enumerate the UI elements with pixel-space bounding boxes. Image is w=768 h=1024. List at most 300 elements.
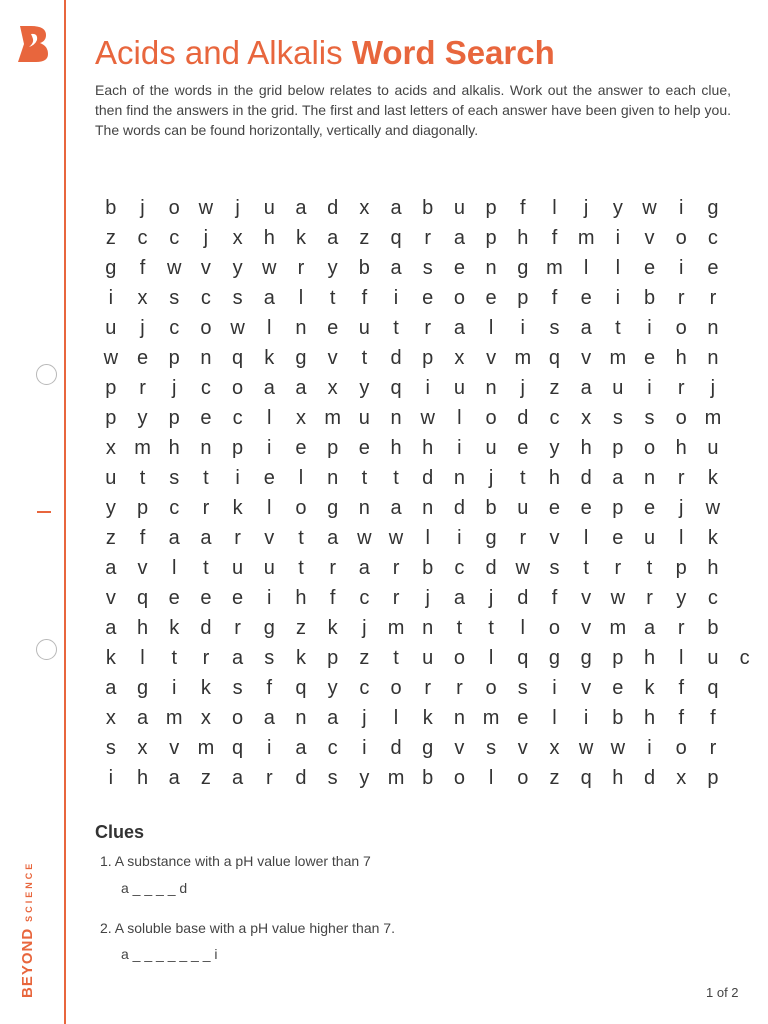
fold-mark	[37, 511, 51, 513]
grid-letter: p	[136, 497, 149, 519]
grid-letter: d	[295, 767, 307, 789]
grid-letter: u	[232, 557, 244, 579]
grid-letter: i	[362, 737, 367, 759]
grid-row	[95, 493, 760, 523]
grid-letter: c	[200, 287, 211, 309]
grid-letter: u	[707, 647, 719, 669]
grid-letter: d	[390, 737, 402, 759]
grid-letter: t	[520, 467, 526, 489]
grid-row	[95, 703, 760, 733]
grid-letter: r	[709, 287, 717, 309]
grid-letter: s	[169, 467, 180, 489]
grid-letter: v	[581, 347, 592, 369]
grid-letter: u	[358, 407, 370, 429]
grid-row	[95, 643, 760, 673]
grid-letter: t	[488, 617, 494, 639]
grid-row	[95, 373, 760, 403]
grid-letter: k	[422, 707, 433, 729]
grid-row	[95, 763, 760, 793]
grid-letter: p	[105, 407, 117, 429]
grid-letter: j	[203, 227, 209, 249]
grid-letter: k	[200, 677, 211, 699]
grid-letter: s	[264, 647, 275, 669]
grid-letter: p	[485, 197, 497, 219]
grid-letter: a	[168, 527, 180, 549]
grid-letter: r	[456, 677, 463, 699]
brand-name: BEYOND	[19, 927, 36, 998]
grid-letter: m	[704, 407, 722, 429]
grid-letter: j	[140, 197, 145, 219]
grid-letter: z	[359, 647, 370, 669]
grid-letter: p	[707, 767, 719, 789]
grid-letter: l	[298, 467, 304, 489]
grid-letter: t	[298, 557, 304, 579]
grid-letter: v	[517, 737, 528, 759]
grid-letter: x	[676, 767, 687, 789]
grid-letter: a	[263, 287, 275, 309]
grid-letter: o	[232, 707, 244, 729]
grid-letter: t	[393, 317, 399, 339]
grid-letter: r	[265, 767, 273, 789]
grid-letter: k	[169, 617, 180, 639]
grid-letter: k	[105, 647, 116, 669]
grid-letter: l	[267, 497, 272, 519]
grid-letter: d	[643, 767, 656, 789]
grid-letter: f	[139, 527, 146, 549]
grid-letter: u	[643, 527, 656, 549]
grid-letter: m	[387, 617, 405, 639]
grid-letter: a	[263, 377, 275, 399]
grid-letter: f	[266, 677, 273, 699]
grid-letter: r	[297, 257, 305, 279]
grid-letter: q	[707, 677, 719, 699]
grid-letter: b	[358, 257, 370, 279]
grid-letter: v	[581, 587, 592, 609]
grid-letter: i	[520, 317, 525, 339]
grid-letter: f	[551, 587, 558, 609]
grid-letter: p	[612, 647, 624, 669]
grid-row	[95, 433, 760, 463]
intro-paragraph: Each of the words in the grid below relates to acids and alkalis. Work out the answer to each clue, then find the answers in the grid. The first and last letters of each answer have been given to help you. The words can be found horizontally, vertically and diagonally.	[95, 82, 731, 138]
grid-letter: d	[485, 557, 497, 579]
grid-letter: m	[609, 347, 627, 369]
grid-letter: e	[580, 497, 592, 519]
grid-letter: b	[422, 557, 434, 579]
grid-letter: e	[232, 587, 244, 609]
grid-letter: z	[105, 227, 116, 249]
punch-hole-top	[36, 364, 57, 385]
grid-letter: o	[168, 197, 180, 219]
title-normal: Acids and Alkalis	[95, 34, 343, 71]
grid-letter: h	[548, 467, 561, 489]
grid-letter: l	[678, 647, 684, 669]
grid-letter: t	[361, 467, 368, 489]
grid-letter: a	[295, 197, 307, 219]
grid-letter: t	[203, 467, 209, 489]
grid-letter: n	[485, 257, 497, 279]
grid-letter: i	[267, 437, 272, 459]
grid-letter: a	[390, 197, 402, 219]
grid-letter: y	[105, 497, 116, 519]
grid-letter: k	[644, 677, 655, 699]
grid-letter: w	[262, 257, 277, 279]
grid-letter: y	[676, 587, 687, 609]
grid-letter: s	[612, 407, 623, 429]
grid-letter: e	[517, 707, 529, 729]
grid-letter: i	[647, 377, 652, 399]
grid-letter: q	[232, 737, 244, 759]
grid-letter: i	[393, 287, 399, 309]
grid-letter: i	[647, 317, 652, 339]
grid-letter: w	[357, 527, 372, 549]
grid-row	[95, 223, 760, 253]
grid-letter: x	[105, 437, 116, 459]
grid-letter: o	[200, 317, 212, 339]
grid-letter: q	[390, 227, 402, 249]
grid-letter: a	[390, 257, 402, 279]
grid-letter: z	[105, 527, 116, 549]
grid-letter: z	[359, 227, 370, 249]
grid-letter: a	[327, 227, 339, 249]
grid-letter: x	[359, 197, 370, 219]
grid-letter: e	[422, 287, 434, 309]
word-search-grid	[95, 193, 760, 793]
grid-letter: l	[393, 707, 399, 729]
grid-letter: z	[549, 377, 560, 399]
grid-letter: s	[486, 737, 497, 759]
grid-letter: h	[675, 437, 687, 459]
grid-letter: p	[612, 437, 624, 459]
grid-letter: a	[232, 647, 244, 669]
grid-letter: r	[677, 467, 685, 489]
grid-letter: o	[643, 437, 656, 459]
grid-letter: u	[485, 437, 497, 459]
grid-letter: n	[422, 617, 434, 639]
grid-letter: y	[232, 257, 243, 279]
grid-letter: q	[548, 347, 561, 369]
grid-letter: r	[202, 647, 210, 669]
grid-letter: o	[453, 647, 465, 669]
grid-letter: n	[295, 317, 307, 339]
grid-letter: j	[171, 377, 177, 399]
clue-2: 2. A soluble base with a pH value higher than 7.	[100, 920, 395, 936]
grid-letter: a	[453, 587, 465, 609]
grid-letter: n	[327, 467, 339, 489]
grid-letter: p	[105, 377, 117, 399]
grid-letter: j	[488, 467, 494, 489]
grid-letter: h	[136, 617, 149, 639]
grid-letter: l	[615, 257, 621, 279]
grid-letter: w	[103, 347, 119, 369]
grid-letter: j	[488, 587, 494, 609]
grid-letter: e	[327, 317, 339, 339]
grid-row	[95, 403, 760, 433]
grid-letter: a	[580, 317, 592, 339]
grid-letter: w	[198, 197, 214, 219]
grid-letter: s	[232, 287, 243, 309]
grid-letter: p	[517, 287, 529, 309]
brand-vertical	[19, 861, 37, 998]
grid-letter: z	[200, 767, 211, 789]
grid-letter: o	[295, 497, 307, 519]
grid-letter: t	[139, 467, 146, 489]
grid-letter: e	[612, 527, 624, 549]
grid-letter: t	[583, 557, 589, 579]
grid-letter: e	[485, 287, 497, 309]
grid-letter: n	[707, 347, 719, 369]
grid-letter: a	[453, 227, 465, 249]
grid-letter: g	[295, 347, 307, 369]
grid-letter: t	[393, 647, 399, 669]
grid-letter: x	[200, 707, 211, 729]
grid-letter: w	[610, 737, 626, 759]
grid-letter: i	[678, 257, 684, 279]
grid-letter: e	[612, 677, 624, 699]
grid-letter: g	[422, 737, 434, 759]
grid-letter: b	[707, 617, 719, 639]
grid-letter: a	[580, 377, 592, 399]
grid-letter: x	[295, 407, 306, 429]
grid-letter: j	[583, 197, 589, 219]
grid-letter: s	[549, 317, 560, 339]
grid-letter: a	[232, 767, 244, 789]
grid-letter: c	[200, 377, 211, 399]
grid-letter: s	[327, 767, 338, 789]
grid-letter: r	[202, 497, 210, 519]
grid-letter: h	[517, 227, 529, 249]
grid-letter: v	[454, 737, 465, 759]
grid-letter: u	[422, 647, 434, 669]
grid-letter: r	[519, 527, 527, 549]
grid-letter: d	[580, 467, 592, 489]
grid-letter: d	[422, 467, 434, 489]
grid-letter: m	[514, 347, 532, 369]
grid-letter: h	[390, 437, 402, 459]
grid-letter: o	[675, 737, 687, 759]
grid-letter: p	[168, 347, 180, 369]
grid-letter: t	[203, 557, 209, 579]
grid-letter: h	[707, 557, 719, 579]
grid-row	[95, 283, 760, 313]
grid-letter: l	[678, 527, 684, 549]
grid-letter: s	[549, 557, 560, 579]
grid-letter: k	[295, 647, 306, 669]
grid-letter: e	[707, 257, 719, 279]
grid-letter: y	[359, 767, 370, 789]
grid-letter: b	[643, 287, 656, 309]
clues-heading: Clues	[95, 822, 145, 842]
page-title	[95, 34, 555, 72]
grid-letter: e	[168, 587, 180, 609]
grid-letter: v	[486, 347, 497, 369]
grid-letter: c	[359, 587, 370, 609]
grid-letter: m	[482, 707, 500, 729]
grid-letter: q	[232, 347, 244, 369]
grid-row	[95, 343, 760, 373]
grid-letter: n	[295, 707, 307, 729]
grid-letter: c	[137, 227, 148, 249]
grid-letter: b	[422, 767, 434, 789]
grid-letter: c	[707, 587, 718, 609]
clue-1: 1. A substance with a pH value lower than 7	[100, 853, 371, 869]
grid-letter: u	[105, 467, 117, 489]
grid-row	[95, 613, 760, 643]
grid-letter: o	[453, 287, 465, 309]
grid-letter: q	[295, 677, 307, 699]
grid-letter: j	[140, 317, 145, 339]
grid-letter: w	[705, 497, 721, 519]
grid-letter: x	[137, 737, 148, 759]
grid-letter: e	[517, 437, 529, 459]
grid-letter: d	[327, 197, 339, 219]
grid-letter: s	[169, 287, 180, 309]
grid-letter: i	[583, 707, 589, 729]
grid-letter: g	[548, 647, 561, 669]
grid-letter: b	[485, 497, 497, 519]
grid-letter: u	[707, 437, 719, 459]
grid-letter: o	[232, 377, 244, 399]
grid-row	[95, 313, 760, 343]
grid-letter: r	[646, 587, 653, 609]
grid-letter: g	[105, 257, 117, 279]
grid-letter: a	[200, 527, 212, 549]
grid-letter: e	[295, 437, 307, 459]
grid-letter: l	[267, 407, 272, 429]
grid-letter: v	[644, 227, 655, 249]
grid-letter: h	[422, 437, 434, 459]
grid-letter: v	[581, 617, 592, 639]
grid-letter: t	[615, 317, 621, 339]
grid-letter: x	[232, 227, 243, 249]
grid-letter: v	[264, 527, 275, 549]
grid-letter: a	[168, 767, 180, 789]
grid-letter: l	[488, 647, 494, 669]
grid-letter: u	[612, 377, 624, 399]
grid-letter: m	[324, 407, 341, 429]
grid-letter: f	[361, 287, 368, 309]
grid-letter: p	[327, 437, 339, 459]
grid-letter: g	[707, 197, 719, 219]
grid-letter: p	[675, 557, 687, 579]
grid-letter: c	[327, 737, 338, 759]
grid-letter: i	[615, 287, 621, 309]
grid-letter: y	[549, 437, 560, 459]
grid-letter: p	[327, 647, 339, 669]
grid-letter: n	[358, 497, 370, 519]
grid-letter: d	[517, 587, 529, 609]
beyond-logo	[16, 24, 50, 64]
grid-letter: g	[580, 647, 592, 669]
grid-letter: y	[137, 407, 148, 429]
grid-letter: j	[362, 707, 367, 729]
grid-letter: i	[267, 587, 272, 609]
grid-letter: s	[232, 677, 243, 699]
grid-letter: n	[422, 497, 434, 519]
grid-letter: c	[169, 317, 180, 339]
grid-letter: i	[108, 767, 114, 789]
grid-letter: l	[140, 647, 145, 669]
grid-letter: a	[105, 617, 117, 639]
grid-letter: t	[646, 557, 653, 579]
grid-letter: w	[578, 737, 594, 759]
grid-letter: i	[171, 677, 177, 699]
grid-letter: l	[457, 407, 462, 429]
grid-letter: r	[677, 377, 685, 399]
grid-letter: c	[232, 407, 243, 429]
grid-letter: l	[267, 317, 272, 339]
grid-letter: d	[390, 347, 402, 369]
grid-letter: h	[643, 647, 656, 669]
grid-letter: l	[520, 617, 525, 639]
grid-letter: v	[105, 587, 116, 609]
grid-row	[95, 733, 760, 763]
grid-letter: w	[230, 317, 245, 339]
grid-letter: r	[677, 617, 685, 639]
grid-letter: w	[610, 587, 626, 609]
grid-letter: k	[707, 467, 718, 489]
grid-letter: m	[546, 257, 563, 279]
punch-hole-bottom	[36, 639, 57, 660]
grid-letter: a	[358, 557, 370, 579]
grid-letter: e	[200, 587, 212, 609]
grid-letter: h	[643, 707, 656, 729]
grid-letter: n	[643, 467, 656, 489]
grid-letter: h	[580, 437, 592, 459]
grid-letter: v	[200, 257, 211, 279]
clue-1-answer: a _ _ _ _ d	[121, 880, 188, 896]
grid-letter: x	[454, 347, 465, 369]
grid-letter: i	[235, 467, 240, 489]
grid-letter: v	[169, 737, 180, 759]
grid-letter: q	[390, 377, 402, 399]
grid-letter: e	[580, 287, 592, 309]
grid-letter: f	[551, 227, 558, 249]
grid-letter: i	[425, 377, 430, 399]
grid-letter: l	[552, 197, 557, 219]
grid-letter: u	[105, 317, 117, 339]
grid-letter: t	[298, 527, 304, 549]
grid-letter: o	[675, 407, 687, 429]
grid-letter: p	[232, 437, 244, 459]
grid-letter: s	[422, 257, 433, 279]
grid-letter: e	[643, 257, 656, 279]
grid-letter: c	[169, 227, 180, 249]
grid-letter: t	[329, 287, 336, 309]
grid-letter: n	[485, 377, 497, 399]
grid-letter: n	[200, 437, 212, 459]
grid-letter: c	[739, 647, 750, 669]
grid-letter: r	[392, 587, 400, 609]
grid-letter: a	[136, 707, 149, 729]
grid-letter: x	[549, 737, 560, 759]
grid-letter: i	[457, 527, 462, 549]
grid-letter: k	[707, 527, 718, 549]
grid-letter: x	[327, 377, 338, 399]
grid-letter: t	[361, 347, 368, 369]
grid-letter: x	[105, 707, 116, 729]
grid-letter: p	[485, 227, 497, 249]
grid-letter: z	[295, 617, 306, 639]
grid-letter: n	[453, 467, 465, 489]
grid-letter: j	[678, 497, 684, 519]
grid-letter: i	[457, 437, 462, 459]
grid-letter: p	[422, 347, 434, 369]
grid-letter: e	[263, 467, 275, 489]
grid-letter: o	[485, 677, 497, 699]
grid-letter: e	[358, 437, 370, 459]
grid-letter: g	[485, 527, 497, 549]
grid-letter: l	[488, 317, 494, 339]
